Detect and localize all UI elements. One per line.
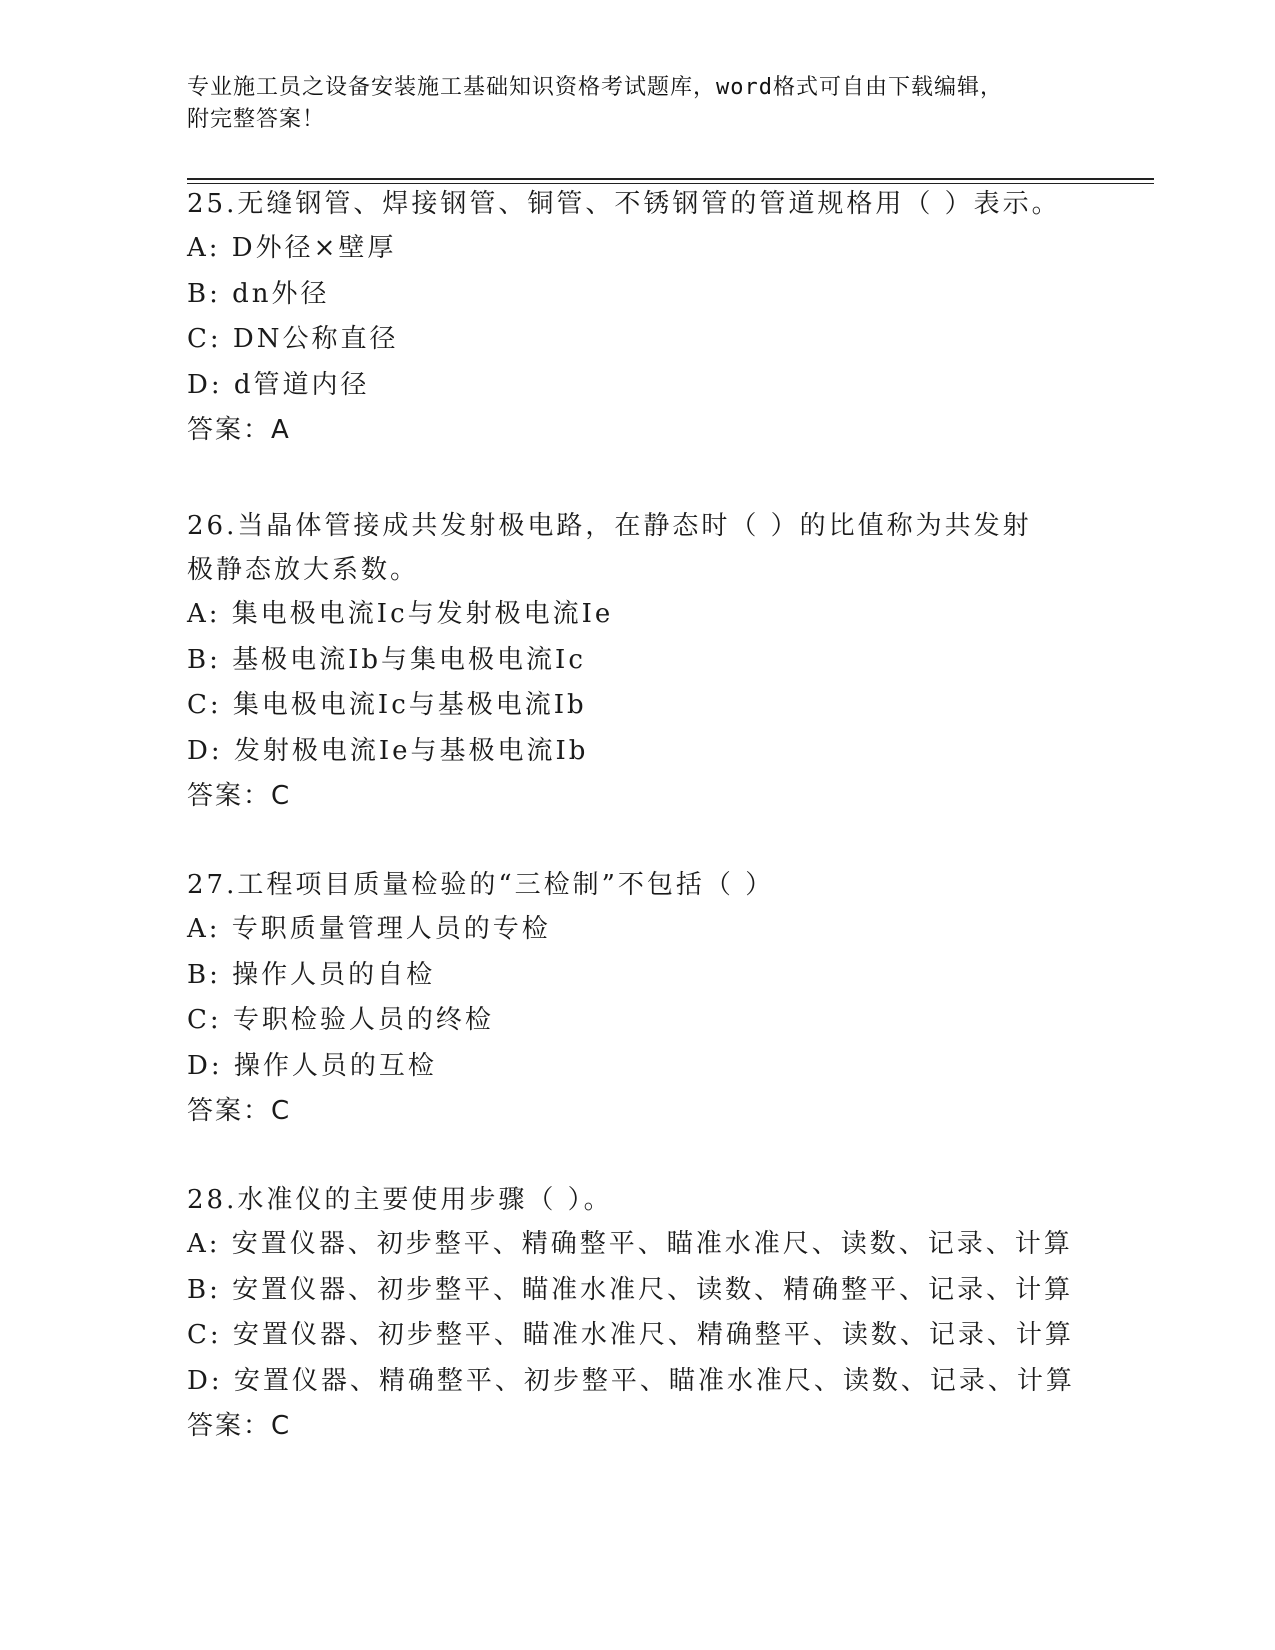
option-b: B: 基极电流Ib与集电极电流Ic [187,644,586,675]
header-line-2: 附完整答案！ [187,107,326,132]
option-a: A: 专职质量管理人员的专检 [187,914,551,944]
option-d: D: 发射极电流Ie与基极电流Ib [187,735,589,766]
option-b: B: 操作人员的自检 [187,959,436,990]
answer-line: 答案：C [187,1096,292,1126]
question-27 [187,863,1087,1134]
question-stem: 25.无缝钢管、焊接钢管、铜管、不锈钢管的管道规格用（ ）表示。 [187,189,1061,219]
option-b: B: dn外径 [187,278,330,309]
question-26 [187,504,1087,819]
question-25 [187,182,1087,453]
header-divider-thick [187,178,1154,180]
option-c: C: 安置仪器、初步整平、瞄准水准尺、精确整平、读数、记录、计算 [187,1320,1074,1350]
header-line-1: 专业施工员之设备安装施工基础知识资格考试题库，word格式可自由下载编辑， [187,75,1003,100]
question-stem: 28.水准仪的主要使用步骤（ ）。 [187,1185,613,1215]
option-c: C: 集电极电流Ic与基极电流Ib [187,690,587,720]
question-stem: 26.当晶体管接成共发射极电路，在静态时（ ）的比值称为共发射极静态放大系数。 [187,511,1032,585]
answer-line: 答案：C [187,781,292,811]
option-d: D: d管道内径 [187,369,370,400]
question-stem: 27.工程项目质量检验的“三检制”不包括（ ） [187,870,775,900]
option-d: D: 安置仪器、精确整平、初步整平、瞄准水准尺、读数、记录、计算 [187,1365,1075,1396]
option-a: A: D外径×壁厚 [187,233,397,263]
option-a: A: 安置仪器、初步整平、精确整平、瞄准水准尺、读数、记录、计算 [187,1229,1073,1259]
option-c: C: 专职检验人员的终检 [187,1005,494,1035]
answer-line: 答案：C [187,1411,292,1441]
document-header [187,72,1067,136]
answer-line: 答案：A [187,415,291,445]
option-d: D: 操作人员的互检 [187,1050,437,1081]
option-b: B: 安置仪器、初步整平、瞄准水准尺、读数、精确整平、记录、计算 [187,1274,1074,1305]
option-c: C: DN公称直径 [187,324,399,354]
option-a: A: 集电极电流Ic与发射极电流Ie [187,599,614,629]
question-28 [187,1178,1087,1449]
